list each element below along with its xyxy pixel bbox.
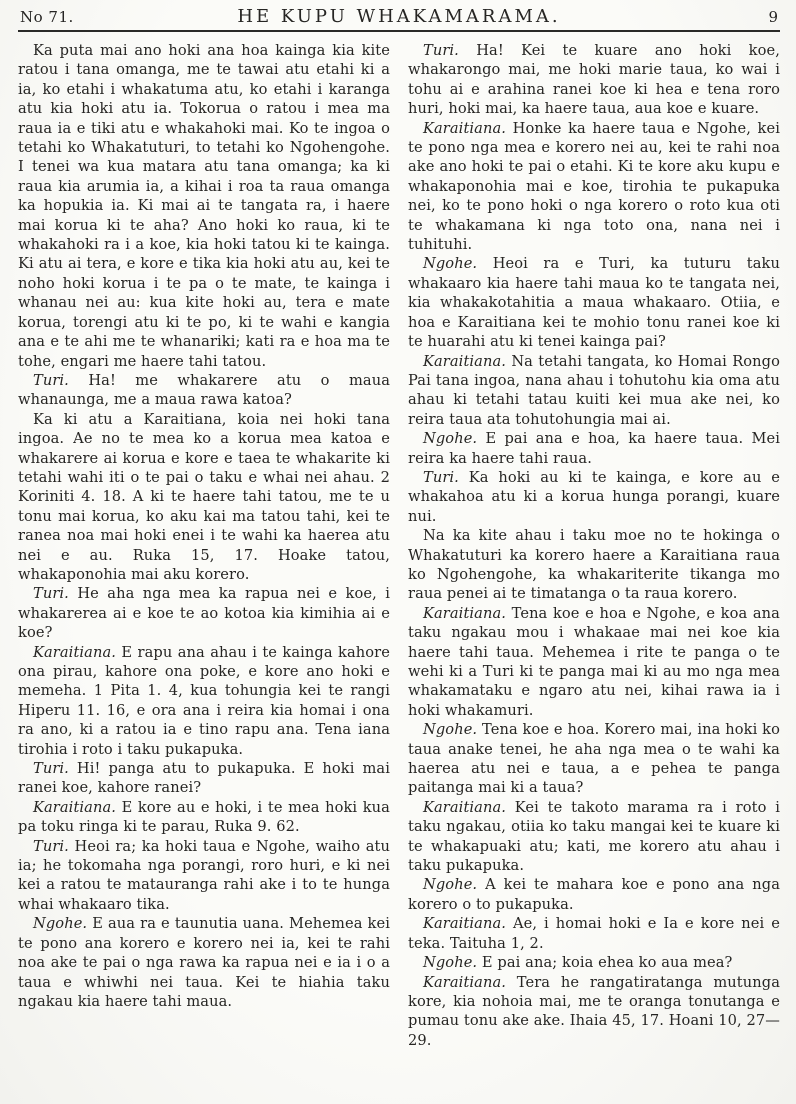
dialogue-paragraph: Karaitiana. Tena koe e hoa e Ngohe, e koa ana taku ngakau mou i whakaae mai nei koe kia haere tahi taua. Mehemea i rite te panga o te wehi ki a Turi ki te panga mai ki au mo nga mea whakamataku e ngaro atu nei, kihai rawa ia i hoki whakamuri.	[408, 604, 780, 719]
dialogue-paragraph: Ngohe. E aua ra e taunutia uana. Mehemea kei te pono ana korero e korero nei ia, kei te rahi noa ake te pai o nga rawa ka rapua nei e ia i o a taua e whiwhi nei taua. Kei te hiahia taku ngakau kia haere tahi maua.	[18, 915, 390, 1010]
speaker-name: Karaitiana.	[423, 119, 507, 137]
dialogue-paragraph: Turi. He aha nga mea ka rapua nei e koe, i whakarerea ai e koe te ao kotoa kia kimihia ai e koe?	[18, 585, 390, 642]
speaker-name: Karaitiana.	[423, 604, 507, 622]
dialogue-paragraph: Ngohe. A kei te mahara koe e pono ana nga korero o to pukapuka.	[408, 876, 780, 913]
dialogue-paragraph: Karaitiana. E kore au e hoki, i te mea hoki kua pa toku ringa ki te parau, Ruka 9. 62.	[18, 798, 390, 836]
dialogue-paragraph: Karaitiana. Ae, i homai hoki e Ia e kore nei e teka. Taituha 1, 2.	[408, 915, 780, 952]
page-title: HE KUPU WHAKAMARAMA.	[237, 6, 561, 27]
speaker-name: Ngohe.	[423, 255, 478, 273]
dialogue-paragraph: Turi. Heoi ra; ka hoki taua e Ngohe, waiho atu ia; he tokomaha nga porangi, roro huri, e ki nei kei a ratou te matauranga rahi ake i to te hunga whai whakaaro tika.	[18, 837, 390, 913]
speaker-name: Karaitiana.	[423, 798, 507, 816]
right-column	[408, 41, 780, 1050]
speaker-name: Ngohe.	[423, 876, 478, 894]
speaker-name: Karaitiana.	[33, 643, 117, 661]
speaker-name: Karaitiana.	[423, 973, 507, 991]
dialogue-paragraph: Karaitiana. E rapu ana ahau i te kainga kahore ona pirau, kahore ona poke, e kore ano hoki e memeha. 1 Pita 1. 4, kua tohungia kei te rangi Hiperu 11. 16, e ora ana i reira kia homai i ona ra ano, ki a ratou ia e tino rapu ana. Tena iana tirohia i roto i taku pukapuka.	[18, 643, 390, 758]
speaker-name: Ngohe.	[423, 721, 478, 739]
dialogue-paragraph: Karaitiana. Kei te takoto marama ra i roto i taku ngakau, otiia ko taku mangai kei te kuare ki te whakapuaki atu; kati, me korero atu ahau i taku pukapuka.	[408, 798, 780, 875]
narrative-paragraph: Na ka kite ahau i taku moe no te hokinga o Whakatuturi ka korero haere a Karaitiana raua ko Ngohengohe, ka whakariterite tikanga mo raua penei ai te timatanga o ta raua korero.	[408, 527, 780, 603]
speaker-name: Ngohe.	[423, 430, 478, 448]
dialogue-paragraph: Karaitiana. Tera he rangatiratanga mutunga kore, kia nohoia mai, me te oranga tonutanga e pumau tonu ake ake. Ihaia 45, 17. Hoani 10, 27—29.	[408, 973, 780, 1049]
speaker-name: Turi.	[33, 760, 69, 778]
narrative-paragraph: Ka ki atu a Karaitiana, koia nei hoki tana ingoa. Ae no te mea ko a korua mea katoa e whakarere ai korua e kore e taea te whakarite ki tetahi wahi iti o te pai o taku e whai nei ahau. 2 Koriniti 4. 18. A ki te haere tahi tatou, me te u tonu mai korua, ko aku kai ma tatou tahi, kei te ranea noa mai hoki enei i te wahi ka haerea atu nei e au. Ruka 15, 17. Hoake tatou, whakaponohia mai aku korero.	[18, 410, 390, 583]
speaker-name: Turi.	[423, 42, 459, 59]
speaker-name: Turi.	[423, 468, 459, 486]
speaker-name: Karaitiana.	[33, 798, 117, 816]
speaker-name: Ngohe.	[33, 915, 88, 933]
speaker-name: Karaitiana.	[423, 352, 507, 370]
issue-number: No 71.	[20, 8, 74, 26]
speaker-name: Turi.	[33, 585, 69, 603]
dialogue-paragraph: Turi. Ka hoki au ki te kainga, e kore au e whakahoa atu ki a korua hunga porangi, kuare nui.	[408, 468, 780, 525]
dialogue-paragraph: Turi. Ha! me whakarere atu o maua whanaunga, me a maua rawa katoa?	[18, 371, 390, 409]
dialogue-paragraph: Ngohe. E pai ana e hoa, ka haere taua. Mei reira ka haere tahi raua.	[408, 430, 780, 467]
text-columns	[18, 41, 780, 1050]
dialogue-paragraph: Ngohe. Tena koe e hoa. Korero mai, ina hoki ko taua anake tenei, he aha nga mea o te wahi ka haerea atu nei e taua, a e pehea te panga paitanga mai ki a taua?	[408, 721, 780, 797]
left-column	[18, 41, 390, 1050]
dialogue-paragraph: Turi. Hi! panga atu to pukapuka. E hoki mai ranei koe, kahore ranei?	[18, 760, 390, 797]
dialogue-paragraph: Turi. Ha! Kei te kuare ano hoki koe, whakarongo mai, me hoki marie taua, ko wai i tohu ai e arahina ranei koe ki hea e tena roro huri, hoki mai, ka haere taua, aua koe e kuare.	[408, 42, 780, 118]
dialogue-paragraph: Ngohe. E pai ana; koia ehea ko aua mea?	[423, 954, 733, 972]
speaker-name: Ngohe.	[423, 954, 478, 972]
masthead	[18, 6, 780, 32]
dialogue-paragraph: Karaitiana. Honke ka haere taua e Ngohe, kei te pono nga mea e korero nei au, kei te rahi noa ake ano hoki te pai o etahi. Ki te kore aku kupu e whakaponohia mai e koe, tirohia te pukapuka nei, ko te pono hoki o nga korero o roto kua oti te whakamana ki nga toto ona, nana nei i tuhituhi.	[408, 119, 780, 254]
narrative-paragraph: Ka puta mai ano hoki ana hoa kainga kia kite ratou i tana omanga, me te tawai atu etahi ki a ia, ko etahi i whakatuma atu, ko etahi i karanga atu kia hoki atu ia. Tokorua o ratou i mea ma raua ia e tiki atu e whakahoki mai. Ko te ingoa o tetahi ko Whakatuturi, to tetahi ko Ngohengohe. I tenei wa kua matara atu tana omanga; ka ki raua kia arumia ia, a kihai i roa ta raua omanga ka hopukia ia. Ki mai ai te tangata ra, i haere mai korua ki te aha? Ano hoki ko raua, ki te whakahoki ra i a koe, kia hoki tatou ki te kainga. Ki atu ai tera, e kore e tika kia hoki atu au, kei te noho hoki korua i te pa o te mate, te kainga i whanau nei au: kua kite hoki au, tera e mate korua, torengi atu ki te po, ki te wahi e kangia ana e te ahi me te whanariki; kati ra e hoa ma te tohe, engari me haere tahi tatou.	[18, 42, 390, 370]
speaker-name: Turi.	[33, 837, 69, 855]
page-number: 9	[768, 8, 778, 26]
speaker-name: Turi.	[33, 371, 69, 389]
dialogue-paragraph: Karaitiana. Na tetahi tangata, ko Homai Rongo Pai tana ingoa, nana ahau i tohutohu kia oma atu ahau ki tetahi tatau kuiti kei mua ake nei, ko reira taua ata tohutohungia mai ai.	[408, 352, 780, 428]
speaker-name: Karaitiana.	[423, 915, 507, 933]
dialogue-paragraph: Ngohe. Heoi ra e Turi, ka tuturu taku whakaaro kia haere tahi maua ko te tangata nei, kia whakakotahitia a maua whakaaro. Otiia, e hoa e Karaitiana kei te mohio tonu ranei koe ki te huarahi atu ki tenei kainga pai?	[408, 255, 780, 351]
